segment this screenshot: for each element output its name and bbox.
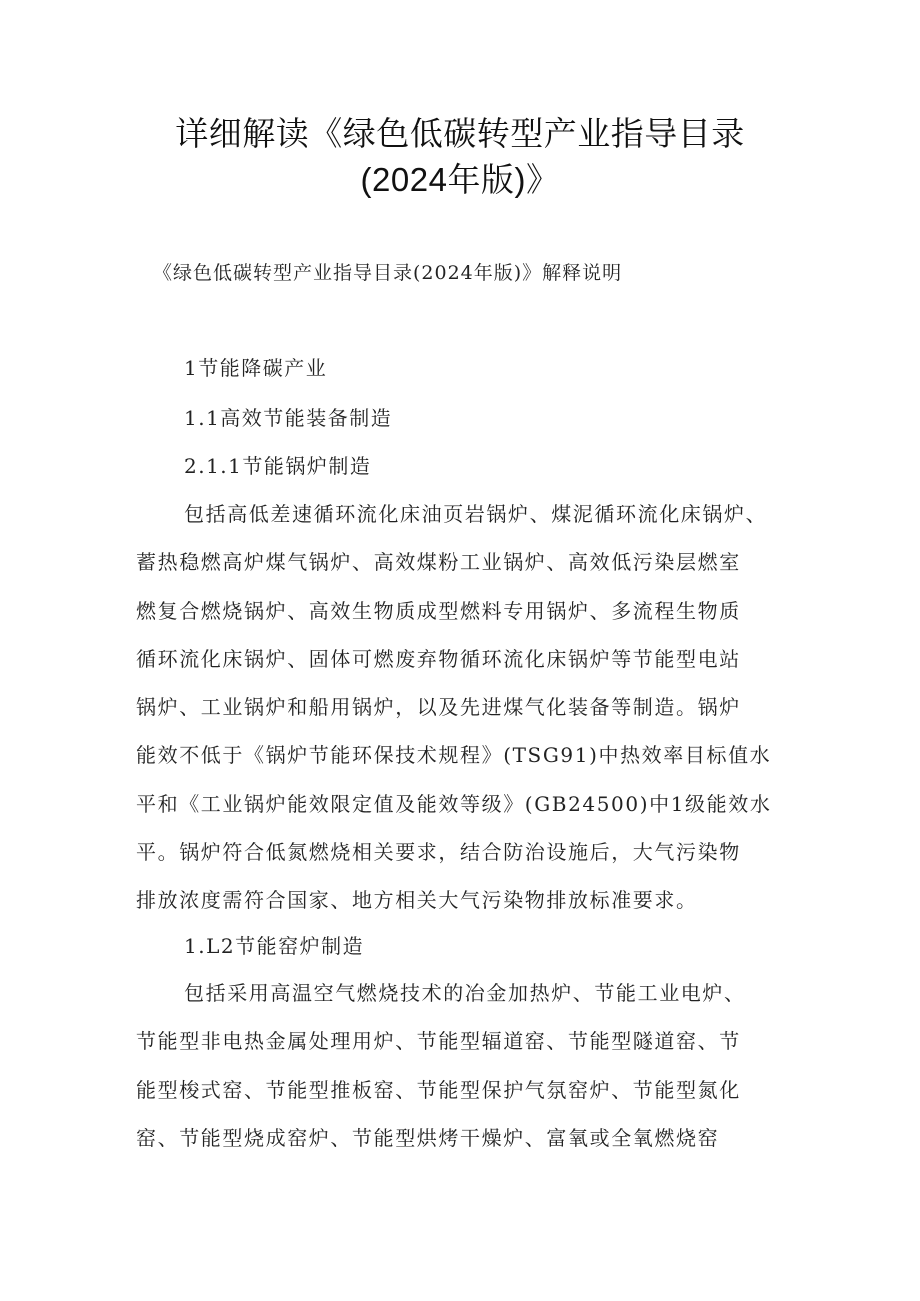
paragraph-kiln (136, 969, 796, 1162)
paragraph-line: 平和《工业锅炉能效限定值及能效等级》(GB24500)中1级能效水 (136, 791, 772, 816)
paragraph-boiler (136, 490, 796, 925)
paragraph-line: 锅炉、工业锅炉和船用锅炉，以及先进煤气化装备等制造。锅炉 (136, 695, 741, 720)
paragraph-line: 能型梭式窑、节能型推板窑、节能型保护气氛窑炉、节能型氮化 (136, 1077, 741, 1102)
paragraph-line: 排放浓度需符合国家、地方相关大气污染物排放标准要求。 (136, 888, 698, 913)
section-heading-boiler-manufacturing: 2.1.1节能锅炉制造 (184, 454, 372, 478)
paragraph-line: 包括高低差速循环流化床油页岩锅炉、煤泥循环流化床锅炉、 (184, 502, 768, 526)
paragraph-line: 能效不低于《锅炉节能环保技术规程》(TSG91)中热效率目标值水 (136, 743, 772, 768)
paragraph-line: 蓄热稳燃高炉煤气锅炉、高效煤粉工业锅炉、高效低污染层燃室 (136, 550, 741, 575)
paragraph-line: 平。锅炉符合低氮燃烧相关要求，结合防治设施后，大气污染物 (136, 840, 741, 865)
paragraph-line: 燃复合燃烧锅炉、高效生物质成型燃料专用锅炉、多流程生物质 (136, 598, 741, 623)
paragraph-line: 包括采用高温空气燃烧技术的冶金加热炉、节能工业电炉、 (184, 981, 746, 1005)
paragraph-line: 循环流化床锅炉、固体可燃废弃物循环流化床锅炉等节能型电站 (136, 646, 741, 671)
document-title-line-1: 详细解读《绿色低碳转型产业指导目录 (175, 115, 745, 152)
section-heading-energy-saving-industry: 1节能降碳产业 (184, 356, 328, 380)
section-heading-efficient-equipment: 1.1高效节能装备制造 (184, 406, 393, 430)
document-title-line-2: (2024年版)》 (360, 161, 560, 198)
paragraph-line: 节能型非电热金属处理用炉、节能型辐道窑、节能型隧道窑、节 (136, 1029, 741, 1054)
section-heading-kiln-manufacturing: 1.L2节能窑炉制造 (184, 934, 365, 958)
document-subtitle: 《绿色低碳转型产业指导目录(2024年版)》解释说明 (153, 262, 623, 284)
paragraph-line: 窑、节能型烧成窑炉、节能型烘烤干燥炉、富氧或全氧燃烧窑 (136, 1125, 720, 1150)
